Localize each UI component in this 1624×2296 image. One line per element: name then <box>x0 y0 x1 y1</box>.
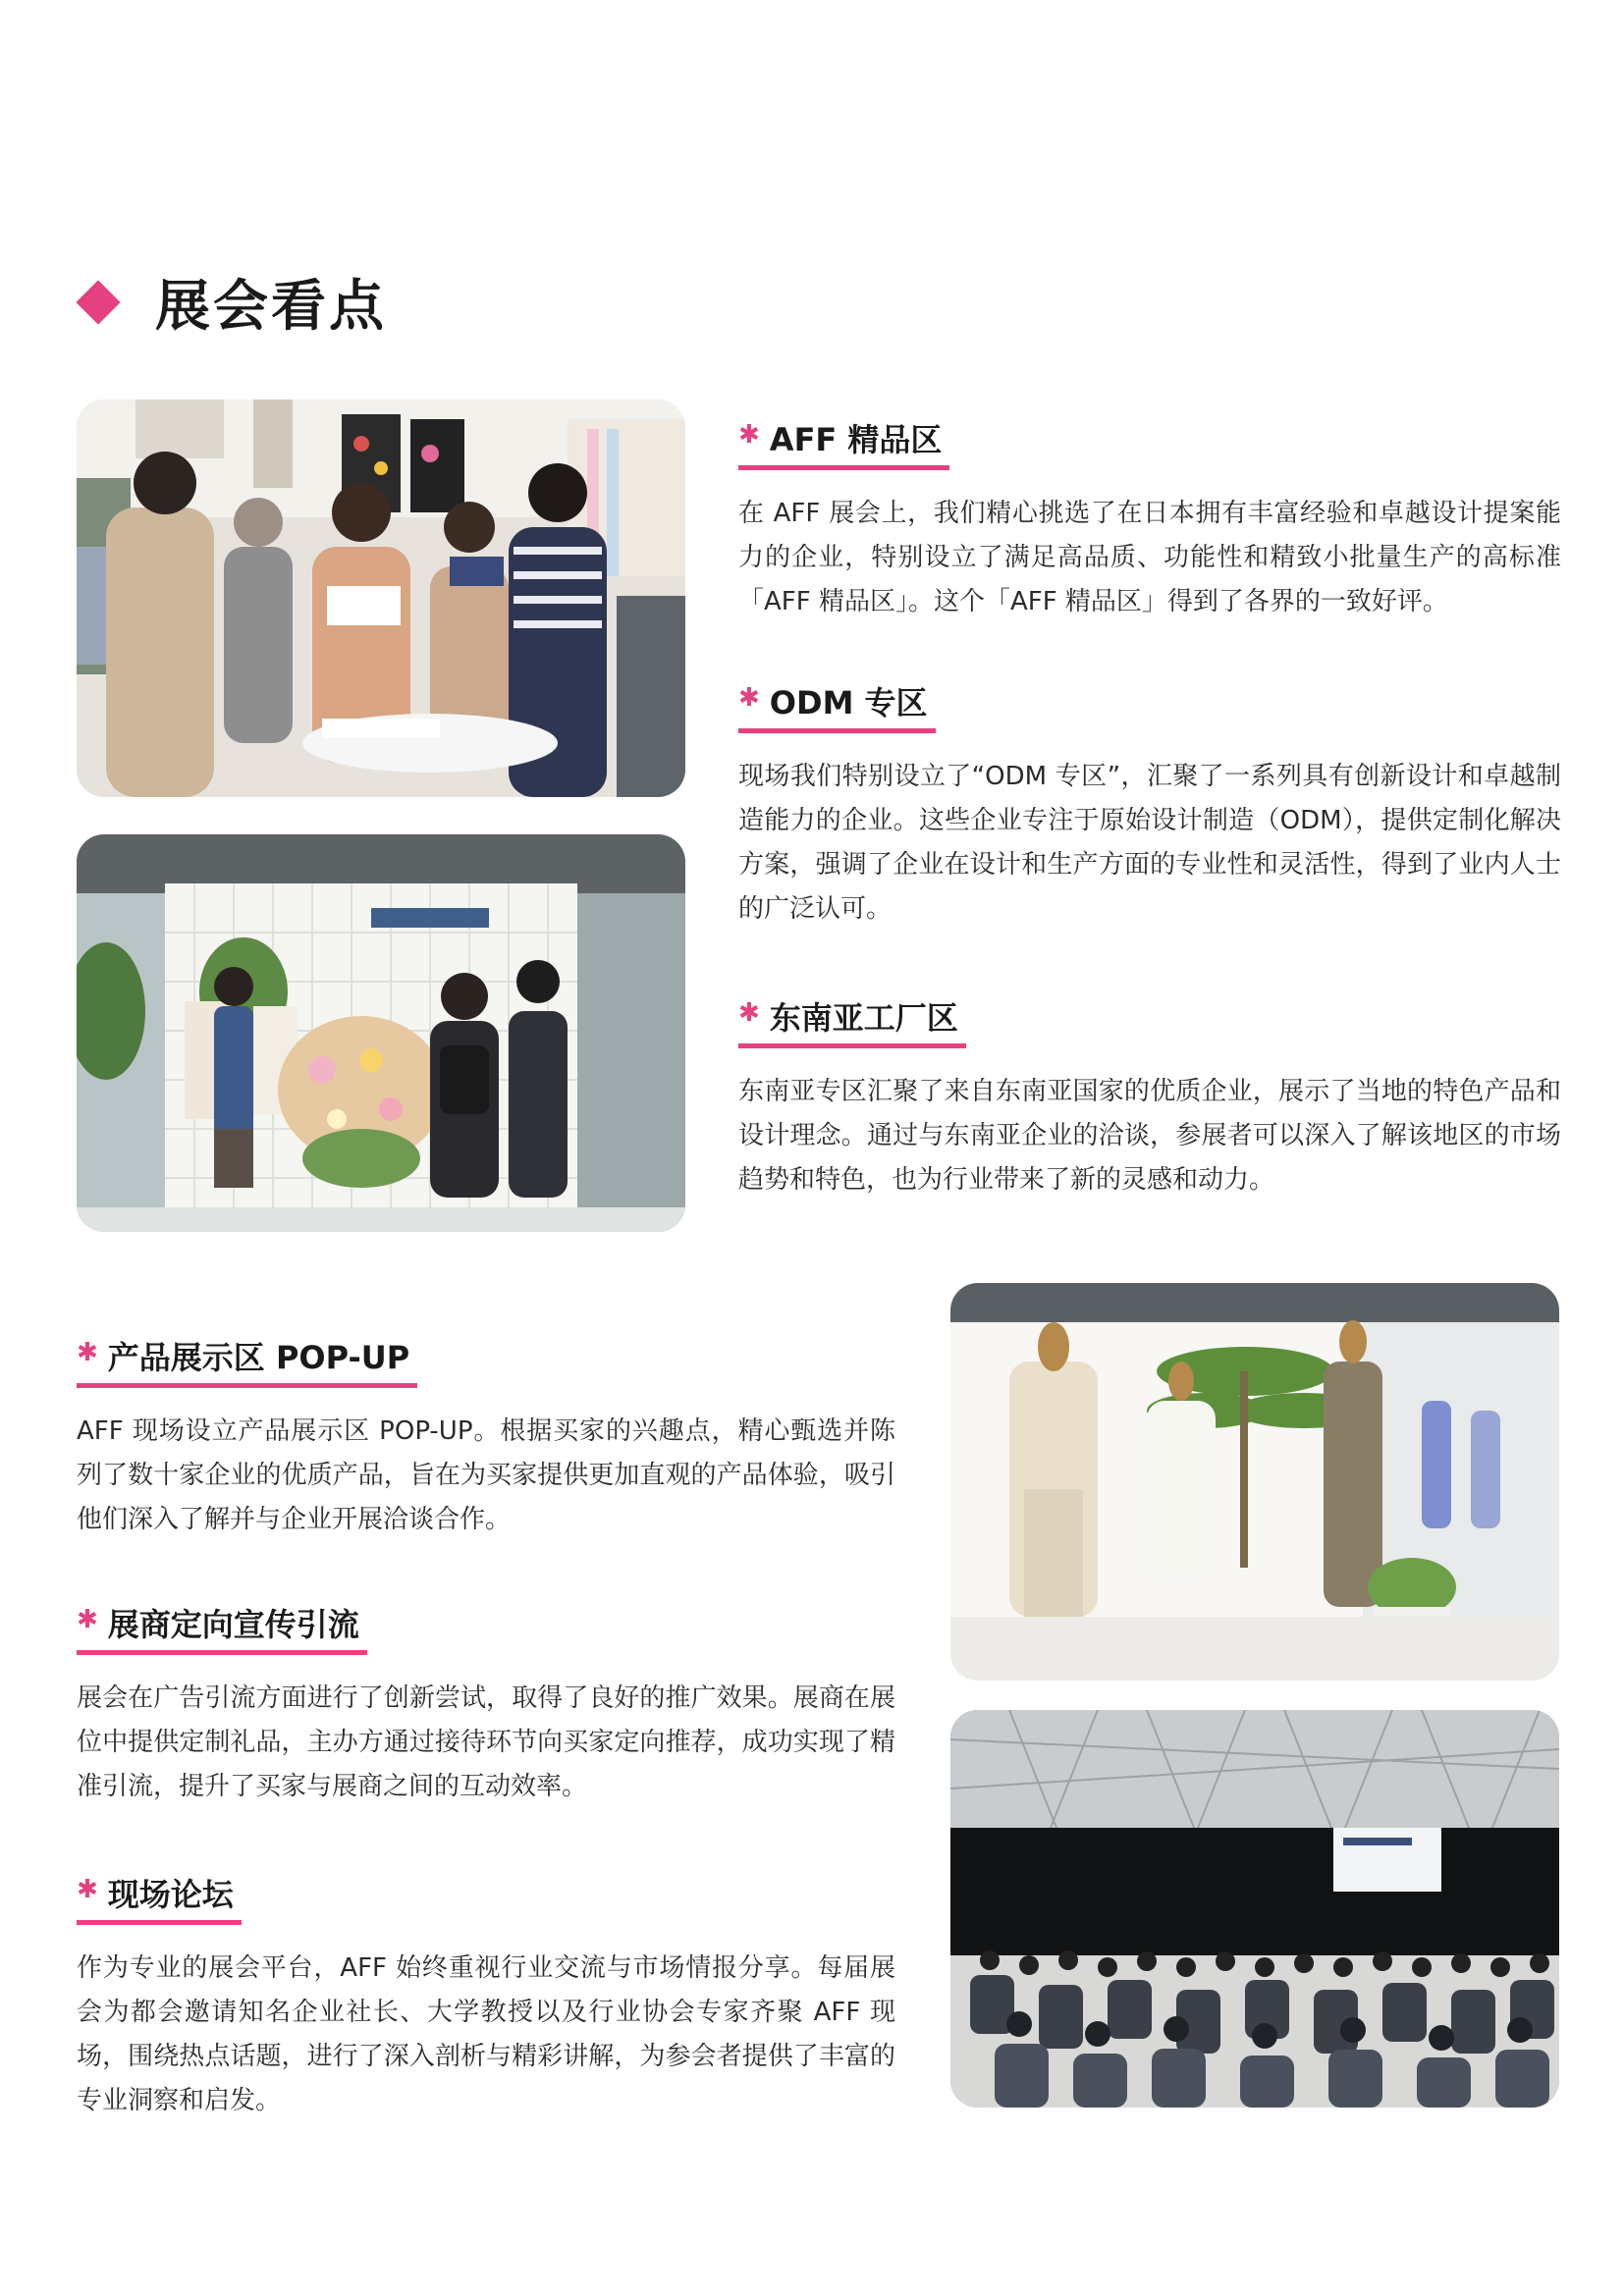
photo-forum-hall <box>950 1710 1559 2108</box>
section-body: AFF 现场设立产品展示区 POP-UP。根据买家的兴趣点，精心甄选并陈列了数十家企业的优质产品，旨在为买家提供更加直观的产品体验，吸引他们深入了解并与企业开展洽谈合作。 <box>77 1416 895 1534</box>
section-southeast-asia <box>738 993 1561 1202</box>
section-heading <box>77 1333 409 1388</box>
section-body: 现场我们特别设立了“ODM 专区”，汇聚了一系列具有创新设计和卓越制造能力的企业。这些企业专注于原始设计制造（ODM），提供定制化解决方案，强调了企业在设计和生产方面的专业性和灵活性，得到了业内人士的广泛认可。 <box>738 762 1561 924</box>
section-body: 展会在广告引流方面进行了创新尝试，取得了良好的推广效果。展商在展位中提供定制礼品，主办方通过接待环节向买家定向推荐，成功实现了精准引流，提升了买家与展商之间的互动效率。 <box>77 1683 895 1801</box>
section-body: 在 AFF 展会上，我们精心挑选了在日本拥有丰富经验和卓越设计提案能力的企业，特别设立了满足高品质、功能性和精致小批量生产的高标准「AFF 精品区」。这个「AFF 精品区」得到了各界的一致好评。 <box>738 499 1561 616</box>
section-title: 现场论坛 <box>107 1876 234 1913</box>
section-aff-premium <box>738 415 1561 624</box>
page-title <box>77 267 387 338</box>
page-title-text: 展会看点 <box>155 275 387 339</box>
diamond-icon <box>76 280 120 324</box>
section-popup <box>77 1333 895 1542</box>
heading-underline <box>77 1383 417 1388</box>
heading-underline <box>77 1920 242 1925</box>
section-title: 产品展示区 POP-UP <box>107 1339 410 1376</box>
star-icon: ✱ <box>77 1605 98 1634</box>
section-title: AFF 精品区 <box>769 421 943 458</box>
star-icon: ✱ <box>738 998 760 1028</box>
heading-underline <box>738 728 936 733</box>
section-title: 展商定向宣传引流 <box>107 1606 359 1643</box>
section-heading <box>738 415 942 470</box>
star-icon: ✱ <box>77 1875 98 1904</box>
star-icon: ✱ <box>738 683 760 713</box>
heading-underline <box>738 1043 966 1048</box>
section-body: 作为专业的展会平台，AFF 始终重视行业交流与市场情报分享。每届展会为都会邀请知名企业社长、大学教授以及行业协会专家齐聚 AFF 现场，围绕热点话题，进行了深入剖析与精彩讲解，为参会者提供了丰富的专业洞察和启发。 <box>77 1953 895 2115</box>
heading-underline <box>77 1650 367 1655</box>
photo-mannequin-display <box>950 1283 1559 1681</box>
section-forum <box>77 1870 895 2123</box>
section-title: ODM 专区 <box>769 684 928 721</box>
section-exhibitor-promotion <box>77 1600 895 1809</box>
section-body: 东南亚专区汇聚了来自东南亚国家的优质企业，展示了当地的特色产品和设计理念。通过与东南亚企业的洽谈，参展者可以深入了解该地区的市场趋势和特色，也为行业带来了新的灵感和动力。 <box>738 1077 1561 1195</box>
section-title: 东南亚工厂区 <box>769 999 958 1037</box>
section-heading <box>77 1600 359 1655</box>
section-heading <box>77 1870 234 1925</box>
section-heading <box>738 993 958 1048</box>
star-icon: ✱ <box>77 1338 98 1367</box>
photo-booth-meeting <box>77 400 685 797</box>
section-odm <box>738 678 1561 932</box>
heading-underline <box>738 465 949 470</box>
star-icon: ✱ <box>738 420 760 450</box>
section-heading <box>738 678 928 733</box>
photo-flower-booth <box>77 834 685 1232</box>
